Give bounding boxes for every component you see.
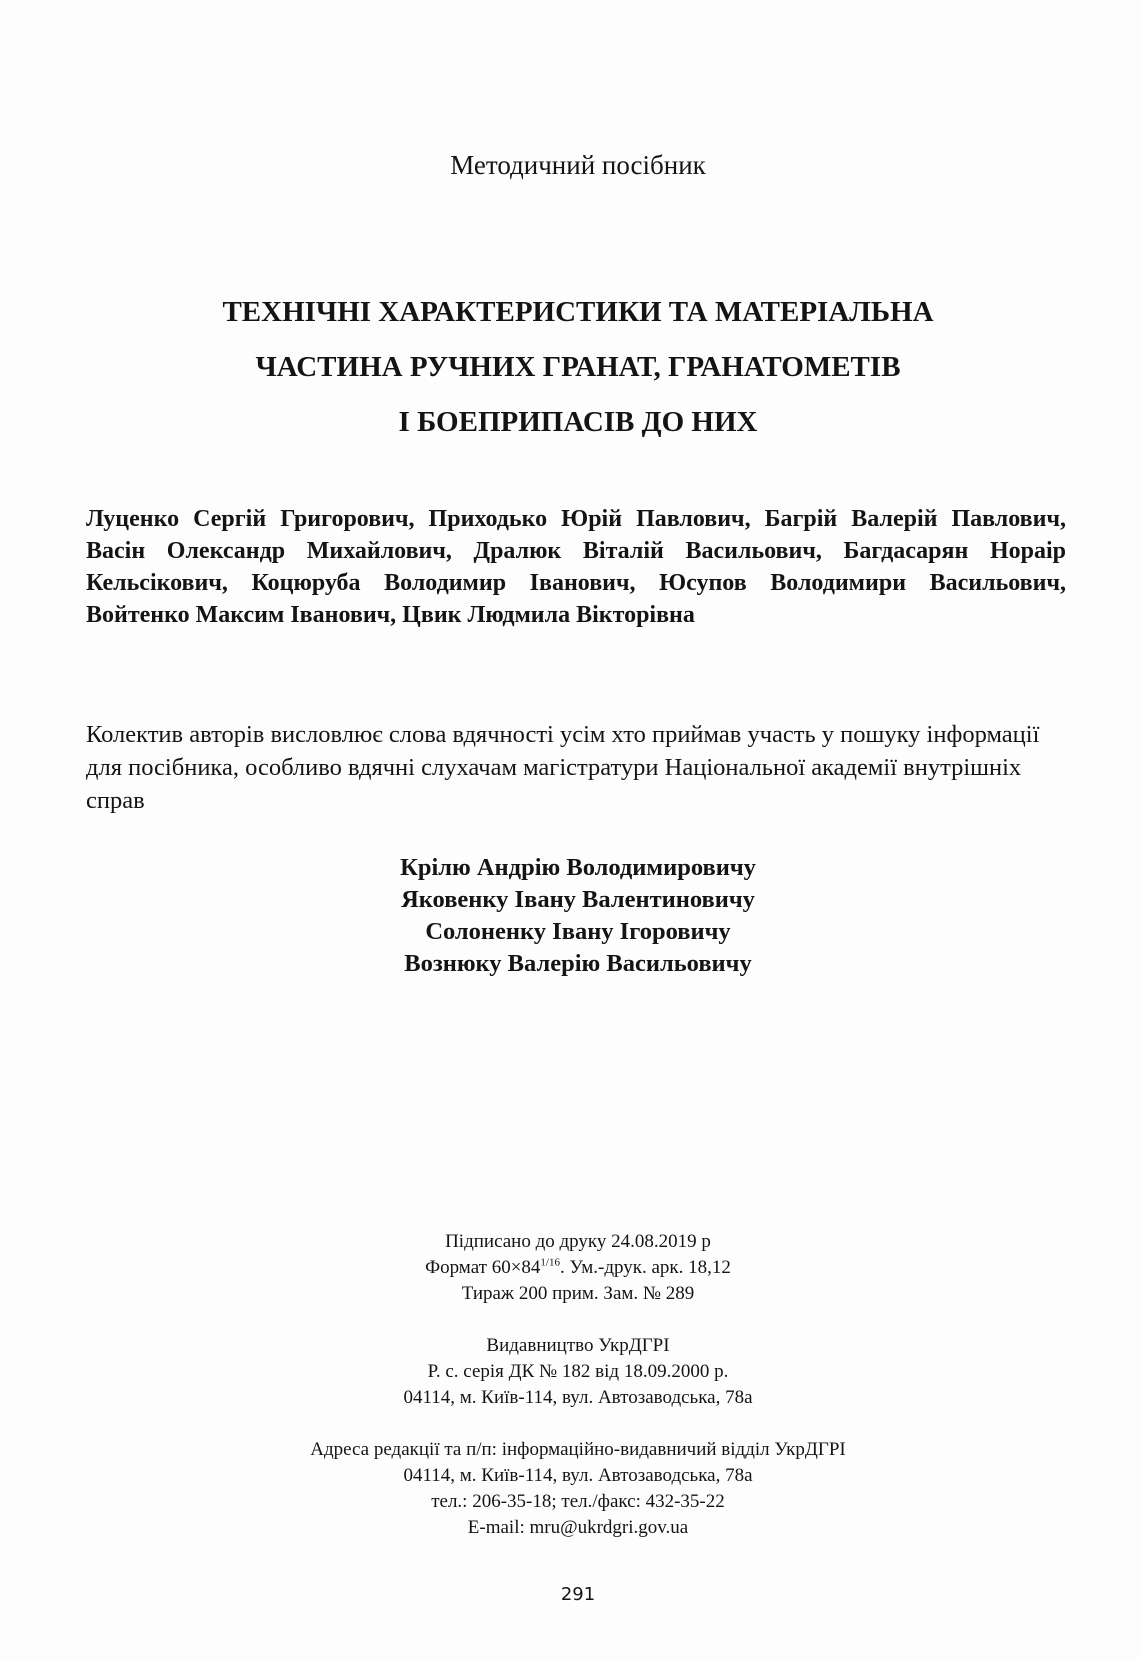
authors-text: Луценко Сергій Григорович, Приходько Юрій Павлович, Багрій Валерій Павлович, Васін Олександр Михайлович, Дралюк Віталій Васильович, Багдасарян Нораір Кельсікович, Коцюруба Володимир Іванович, Юсупов Володимири Васильович, Войтенко Максим Іванович, Цвик Людмила Вікторівна (86, 506, 1066, 628)
publisher-registration: Р. с. серія ДК № 182 від 18.09.2000 р. (427, 1361, 729, 1382)
acknowledged-name: Солоненку Івану Ігоровичу (425, 918, 731, 945)
publisher-address: 04114, м. Київ-114, вул. Автозаводська, 78а (403, 1387, 753, 1408)
page-number: 291 (560, 1584, 596, 1605)
format-suffix: . Ум.-друк. арк. 18,12 (559, 1257, 731, 1278)
signed-date: Підписано до друку 24.08.2019 р (445, 1231, 711, 1252)
document-type: Методичний посібник (450, 150, 706, 180)
editorial-address: 04114, м. Київ-114, вул. Автозаводська, 78а (403, 1465, 753, 1486)
editorial-label: Адреса редакції та п/п: інформаційно-видавничий відділ УкрДГРІ (310, 1439, 846, 1460)
title-line: ТЕХНІЧНІ ХАРАКТЕРИСТИКИ ТА МАТЕРІАЛЬНА (222, 296, 934, 328)
publisher-name: Видавництво УкрДГРІ (486, 1335, 670, 1356)
authors-list (86, 503, 1066, 631)
acknowledgement-text: Колектив авторів висловлює слова вдячності усім хто приймав участь у пошуку інформації для посібника, особливо вдячні слухачам магістратури Національної академії внутрішніх справ (86, 721, 1040, 814)
publisher-info (0, 1333, 1141, 1411)
title-line: ЧАСТИНА РУЧНИХ ГРАНАТ, ГРАНАТОМЕТІВ (255, 351, 901, 383)
acknowledged-names (0, 852, 1141, 980)
circulation: Тираж 200 прим. Зам. № 289 (461, 1283, 695, 1304)
format-superscript: 1/16 (540, 1256, 560, 1269)
editorial-phones: тел.: 206-35-18; тел./факс: 432-35-22 (431, 1491, 725, 1512)
editorial-email: E-mail: mru@ukrdgri.gov.ua (467, 1517, 689, 1538)
acknowledged-name: Яковенку Івану Валентиновичу (401, 886, 755, 913)
acknowledged-name: Вознюку Валерію Васильовичу (404, 950, 752, 977)
print-info (0, 1229, 1141, 1307)
main-title (0, 285, 1141, 450)
format-prefix: Формат 60×84 (425, 1257, 541, 1278)
title-line: І БОЕПРИПАСІВ ДО НИХ (398, 406, 758, 438)
editorial-info (0, 1437, 1141, 1541)
format-line (0, 1255, 1141, 1281)
acknowledged-name: Крілю Андрію Володимировичу (400, 854, 756, 881)
